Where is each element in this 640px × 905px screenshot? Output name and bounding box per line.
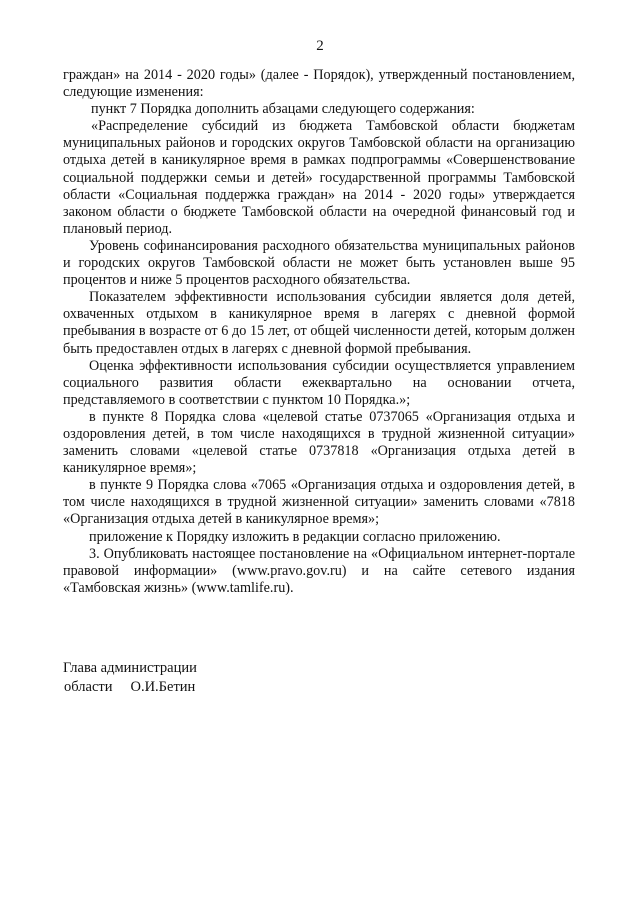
document-body <box>63 67 575 597</box>
paragraph-appendix: приложение к Порядку изложить в редакции согласно приложению. <box>89 528 501 545</box>
paragraph-efficiency-indicator: Показателем эффективности использования субсидии является доля детей, охваченных отдыхом в каникулярное время в лагерях с дневной формой пребывания в возрасте от 6 до 15 лет, от общей численности детей, которым должен быть предоставлен отдых в лагерях с дневной формой пребывания. <box>63 289 575 357</box>
paragraph-intro: граждан» на 2014 - 2020 годы» (далее - Порядок), утвержденный постановлением, следующие изменения: <box>63 67 575 101</box>
paragraph-efficiency-assessment: Оценка эффективности использования субсидии осуществляется управлением социального развития области ежеквартально на основании отчета, представляемого в соответствии с пунктом 10 Порядка.»; <box>63 357 575 408</box>
signature-region: области <box>64 679 113 695</box>
signature-name: О.И.Бетин <box>130 679 196 695</box>
signature-title-line1: Глава администрации <box>63 660 197 676</box>
paragraph-amend-point-7: пункт 7 Порядка дополнить абзацами следующего содержания: <box>91 101 475 118</box>
paragraph-point-8-changes: в пункте 8 Порядка слова «целевой статье 0737065 «Организация отдыха и оздоровления детей, в том числе находящихся в трудной жизненной ситуации» заменить словами «целевой статье 0737818 «Организация отдыха детей в каникулярное время»; <box>63 408 575 477</box>
signature-title-line2 <box>63 678 197 697</box>
paragraph-publication: 3. Опубликовать настоящее постановление на «Официальном интернет-портале правовой информации» (www.pravo.gov.ru) и на сайте сетевого издания «Тамбовская жизнь» (www.tamlife.ru). <box>63 545 575 596</box>
page-number: 2 <box>316 38 324 54</box>
paragraph-cofinancing-level: Уровень софинансирования расходного обязательства муниципальных районов и городских округов Тамбовской области не может быть установлен выше 95 процентов и ниже 5 процентов расходного обязательства. <box>63 237 575 289</box>
signature-block <box>63 659 197 697</box>
paragraph-subsidy-distribution: «Распределение субсидий из бюджета Тамбовской области бюджетам муниципальных районов и городских округов Тамбовской области на организацию отдыха детей в каникулярное время в рамках подпрограммы «Совершенствование социальной поддержки семьи и детей» государственной программы Тамбовской области «Социальная поддержка граждан» на 2014 - 2020 годы» утверждается законом области о бюджете Тамбовской области на очередной финансовый год и плановый период. <box>63 118 575 237</box>
paragraph-point-9-changes: в пункте 9 Порядка слова «7065 «Организация отдыха и оздоровления детей, в том числе находящихся в трудной жизненной ситуации» заменить словами «7818 «Организация отдыха детей в каникулярное время»; <box>63 477 575 528</box>
